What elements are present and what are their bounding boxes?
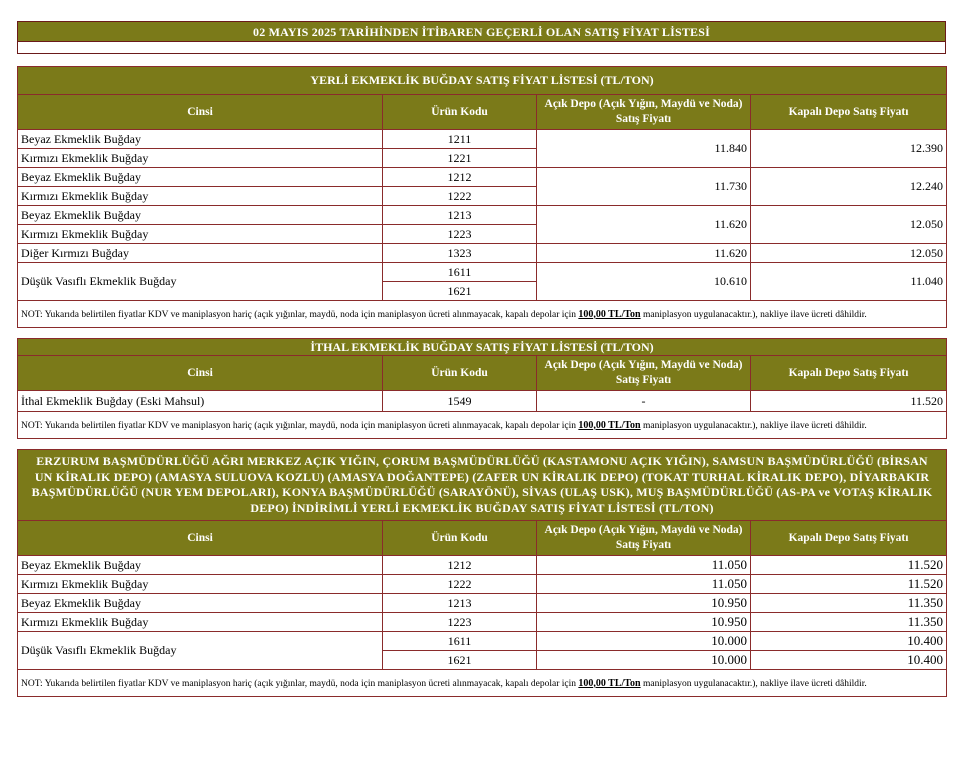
product-name: Beyaz Ekmeklik Buğday bbox=[18, 206, 383, 225]
acik-price: 10.950 bbox=[537, 613, 751, 632]
acik-price: 11.730 bbox=[537, 168, 751, 206]
product-name: İthal Ekmeklik Buğday (Eski Mahsul) bbox=[18, 391, 383, 412]
kapali-price: 10.400 bbox=[751, 651, 947, 670]
product-code: 1223 bbox=[383, 225, 537, 244]
table-row bbox=[18, 263, 947, 282]
product-code: 1222 bbox=[383, 187, 537, 206]
col-header-code: Ürün Kodu bbox=[383, 521, 537, 556]
product-name: Beyaz Ekmeklik Buğday bbox=[18, 594, 383, 613]
kapali-price: 12.240 bbox=[751, 168, 947, 206]
product-name: Kırmızı Ekmeklik Buğday bbox=[18, 187, 383, 206]
product-code: 1611 bbox=[383, 632, 537, 651]
product-name: Beyaz Ekmeklik Buğday bbox=[18, 130, 383, 149]
product-name: Kırmızı Ekmeklik Buğday bbox=[18, 613, 383, 632]
product-code: 1212 bbox=[383, 556, 537, 575]
domestic-wheat-table bbox=[17, 66, 947, 328]
table-row bbox=[18, 575, 947, 594]
title-spacer bbox=[17, 42, 946, 54]
table-row bbox=[18, 244, 947, 263]
main-title: 02 MAYIS 2025 TARİHİNDEN İTİBAREN GEÇERLİ OLAN SATIŞ FİYAT LİSTESİ bbox=[17, 21, 946, 42]
footnote: NOT: Yukarıda belirtilen fiyatlar KDV ve maniplasyon hariç (açık yığınlar, maydü, noda için maniplasyon ücreti alınmayacak, kapalı depolar için 100,00 TL/Ton maniplasyon uygulanacaktır.), nakliye ilave ücreti dâhildir. bbox=[18, 412, 947, 439]
table-row bbox=[18, 632, 947, 651]
kapali-price: 10.400 bbox=[751, 632, 947, 651]
product-name: Düşük Vasıflı Ekmeklik Buğday bbox=[18, 263, 383, 301]
product-name: Kırmızı Ekmeklik Buğday bbox=[18, 225, 383, 244]
product-name: Beyaz Ekmeklik Buğday bbox=[18, 556, 383, 575]
col-header-cinsi: Cinsi bbox=[18, 356, 383, 391]
col-header-kapali: Kapalı Depo Satış Fiyatı bbox=[751, 521, 947, 556]
table-row bbox=[18, 613, 947, 632]
table-row bbox=[18, 130, 947, 149]
section-title: ERZURUM BAŞMÜDÜRLÜĞÜ AĞRI MERKEZ AÇIK YIĞIN, ÇORUM BAŞMÜDÜRLÜĞÜ (KASTAMONU AÇIK YIĞIN), SAMSUN BAŞMÜDÜRLÜĞÜ (BİRSAN UN KİRALIK DEPO) (AMASYA SULUOVA KOZLU) (AMASYA DOĞANTEPE) (ZAFER UN KİRALIK DEPO) (TOKAT TURHAL KİRALIK DEPO), DİYARBAKIR BAŞMÜDÜRLÜĞÜ (NUR YEM DEPOLARI), KONYA BAŞMÜDÜRLÜĞÜ (SARAYÖNÜ), SİVAS (ULAŞ USK), MUŞ BAŞMÜDÜRLÜĞÜ (AS-PA ve VOTAŞ KİRALIK DEPO) İNDİRİMLİ YERLİ EKMEKLİK BUĞDAY SATIŞ FİYAT LİSTESİ (TL/TON) bbox=[18, 450, 947, 521]
product-name: Diğer Kırmızı Buğday bbox=[18, 244, 383, 263]
col-header-kapali: Kapalı Depo Satış Fiyatı bbox=[751, 356, 947, 391]
product-code: 1213 bbox=[383, 594, 537, 613]
table-row bbox=[18, 206, 947, 225]
col-header-cinsi: Cinsi bbox=[18, 521, 383, 556]
col-header-acik: Açık Depo (Açık Yığın, Maydü ve Noda) Satış Fiyatı bbox=[537, 95, 751, 130]
footnote: NOT: Yukarıda belirtilen fiyatlar KDV ve maniplasyon hariç (açık yığınlar, maydü, noda için maniplasyon ücreti alınmayacak, kapalı depolar için 100,00 TL/Ton maniplasyon uygulanacaktır.), nakliye ilave ücreti dâhildir. bbox=[18, 670, 947, 697]
product-code: 1621 bbox=[383, 651, 537, 670]
product-name: Düşük Vasıflı Ekmeklik Buğday bbox=[18, 632, 383, 670]
acik-price: 11.050 bbox=[537, 575, 751, 594]
product-code: 1621 bbox=[383, 282, 537, 301]
price-list-document bbox=[17, 21, 946, 697]
section-title: YERLİ EKMEKLİK BUĞDAY SATIŞ FİYAT LİSTESİ (TL/TON) bbox=[18, 67, 947, 95]
acik-price: 11.620 bbox=[537, 244, 751, 263]
kapali-price: 11.040 bbox=[751, 263, 947, 301]
table-row bbox=[18, 556, 947, 575]
product-code: 1211 bbox=[383, 130, 537, 149]
table-row bbox=[18, 594, 947, 613]
acik-price: 10.950 bbox=[537, 594, 751, 613]
product-name: Kırmızı Ekmeklik Buğday bbox=[18, 149, 383, 168]
table-row bbox=[18, 168, 947, 187]
kapali-price: 11.520 bbox=[751, 556, 947, 575]
product-code: 1221 bbox=[383, 149, 537, 168]
col-header-code: Ürün Kodu bbox=[383, 356, 537, 391]
kapali-price: 12.050 bbox=[751, 206, 947, 244]
kapali-price: 12.050 bbox=[751, 244, 947, 263]
product-name: Beyaz Ekmeklik Buğday bbox=[18, 168, 383, 187]
product-code: 1222 bbox=[383, 575, 537, 594]
col-header-code: Ürün Kodu bbox=[383, 95, 537, 130]
col-header-acik: Açık Depo (Açık Yığın, Maydü ve Noda) Satış Fiyatı bbox=[537, 356, 751, 391]
kapali-price: 12.390 bbox=[751, 130, 947, 168]
acik-price: - bbox=[537, 391, 751, 412]
product-code: 1611 bbox=[383, 263, 537, 282]
footnote: NOT: Yukarıda belirtilen fiyatlar KDV ve maniplasyon hariç (açık yığınlar, maydü, noda için maniplasyon ücreti alınmayacak, kapalı depolar için 100,00 TL/Ton maniplasyon uygulanacaktır.), nakliye ilave ücreti dâhildir. bbox=[18, 301, 947, 328]
table-row bbox=[18, 391, 947, 412]
kapali-price: 11.520 bbox=[751, 575, 947, 594]
kapali-price: 11.520 bbox=[751, 391, 947, 412]
acik-price: 11.620 bbox=[537, 206, 751, 244]
acik-price: 10.000 bbox=[537, 632, 751, 651]
product-code: 1223 bbox=[383, 613, 537, 632]
section-title: İTHAL EKMEKLİK BUĞDAY SATIŞ FİYAT LİSTESİ (TL/TON) bbox=[18, 339, 947, 356]
col-header-acik: Açık Depo (Açık Yığın, Maydü ve Noda) Satış Fiyatı bbox=[537, 521, 751, 556]
acik-price: 10.610 bbox=[537, 263, 751, 301]
acik-price: 11.050 bbox=[537, 556, 751, 575]
acik-price: 11.840 bbox=[537, 130, 751, 168]
product-name: Kırmızı Ekmeklik Buğday bbox=[18, 575, 383, 594]
col-header-cinsi: Cinsi bbox=[18, 95, 383, 130]
acik-price: 10.000 bbox=[537, 651, 751, 670]
col-header-kapali: Kapalı Depo Satış Fiyatı bbox=[751, 95, 947, 130]
product-code: 1323 bbox=[383, 244, 537, 263]
kapali-price: 11.350 bbox=[751, 613, 947, 632]
kapali-price: 11.350 bbox=[751, 594, 947, 613]
product-code: 1549 bbox=[383, 391, 537, 412]
product-code: 1213 bbox=[383, 206, 537, 225]
product-code: 1212 bbox=[383, 168, 537, 187]
imported-wheat-table bbox=[17, 338, 947, 439]
discounted-wheat-table bbox=[17, 449, 947, 697]
